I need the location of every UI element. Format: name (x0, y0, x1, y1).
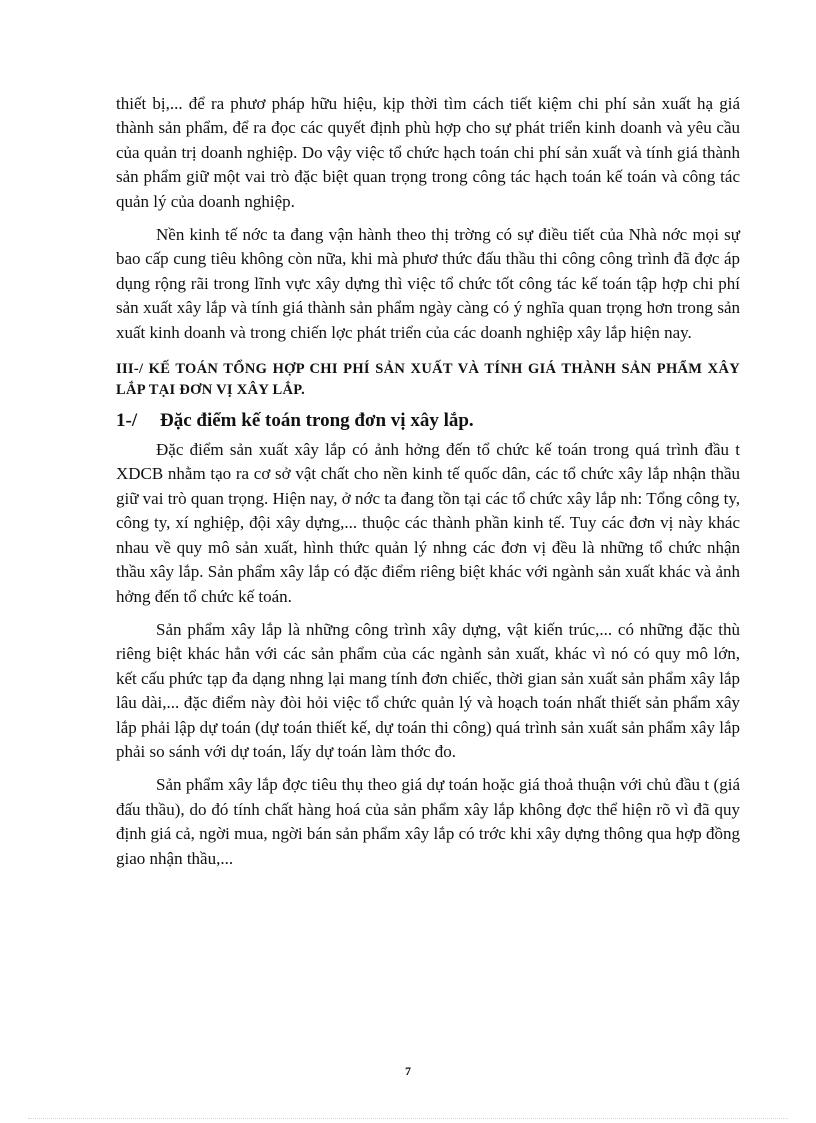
page-number: 7 (405, 1064, 411, 1078)
section-heading: III-/ KẾ TOÁN TỔNG HỢP CHI PHÍ SẢN XUẤT VÀ TÍNH GIÁ THÀNH SẢN PHẨM XÂY LẮP TẠI ĐƠN VỊ XÂY LẮP. (116, 361, 740, 399)
subsection-number: 1-/ (116, 410, 138, 432)
page-bottom-divider (28, 1118, 788, 1119)
page-body (116, 92, 740, 871)
paragraph-products: Sản phẩm xây lắp là những công trình xây dựng, vật kiến trúc,... có những đặc thù riêng biệt khác hẳn với các sản phẩm của các ngành sản xuất, khác vì nó có quy mô lớn, kết cấu phức tạp đa dạng nhng lại mang tính đơn chiếc, thời gian sản xuất sản phẩm xây lắp lâu dài,... đặc điểm này đòi hỏi việc tổ chức quản lý và hoạch toán nhất thiết sản phẩm xây lắp phải lập dự toán (dự toán thiết kế, dự toán thi công) quá trình sản xuất sản phẩm xây lắp phải so sánh với dự toán, lấy dự toán làm thớc đo. (116, 619, 740, 761)
paragraph-pricing: Sản phẩm xây lắp đợc tiêu thụ theo giá dự toán hoặc giá thoả thuận với chủ đầu t (giá đấu thầu), do đó tính chất hàng hoá của sản phẩm xây lắp không đợc thể hiện rõ vì đã quy định giá cả, ngời mua, ngời bán sản phẩm xây lắp có trớc khi xây dựng thông qua hợp đồng giao nhận thầu,... (116, 775, 740, 868)
paragraph-characteristics: Đặc điểm sản xuất xây lắp có ảnh hởng đến tổ chức kế toán trong quá trình đầu t XDCB nhằm tạo ra cơ sở vật chất cho nền kinh tế quốc dân, các tổ chức xây lắp nhận thầu giữ vai trò quan trọng. Hiện nay, ở nớc ta đang tồn tại các tổ chức xây lắp nh: Tổng công ty, công ty, xí nghiệp, đội xây dựng,... thuộc các thành phần kinh tế. Tuy các đơn vị này khác nhau về quy mô sản xuất, hình thức quản lý nhng các đơn vị đều là những tổ chức nhận thầu xây lắp. Sản phẩm xây lắp có đặc điểm riêng biệt khác với ngành sản xuất khác và ảnh hởng đến tổ chức kế toán. (116, 440, 741, 606)
subsection-heading (116, 408, 740, 434)
subsection-title: Đặc điểm kế toán trong đơn vị xây lắp. (160, 410, 474, 432)
paragraph-economy: Nền kinh tế nớc ta đang vận hành theo thị trờng có sự điều tiết của Nhà nớc mọi sự bao cấp cung tiêu không còn nữa, khi mà phươ thức đấu thầu thi công công trình đã đợc áp dụng rộng rãi trong lĩnh vực xây dựng thì việc tổ chức tốt công tác kế toán tập hợp chi phí sản xuất xây lắp và tính giá thành sản phẩm ngày càng có ý nghĩa quan trọng hơn trong sản xuất kinh doanh và trong chiến lợc phát triển của các doanh nghiệp xây lắp hiện nay. (116, 225, 740, 342)
paragraph-intro: thiết bị,... để ra phươ pháp hữu hiệu, kịp thời tìm cách tiết kiệm chi phí sản xuất hạ giá thành sản phẩm, để ra đọc các quyết định phù hợp cho sự phát triển kinh doanh và yêu cầu của quản trị doanh nghiệp. Do vậy việc tổ chức hạch toán chi phí sản xuất và tính giá thành sản phẩm giữ một vai trò đặc biệt quan trọng trong công tác hạch toán kế toán và công tác quản lý của doanh nghiệp. (116, 94, 740, 211)
